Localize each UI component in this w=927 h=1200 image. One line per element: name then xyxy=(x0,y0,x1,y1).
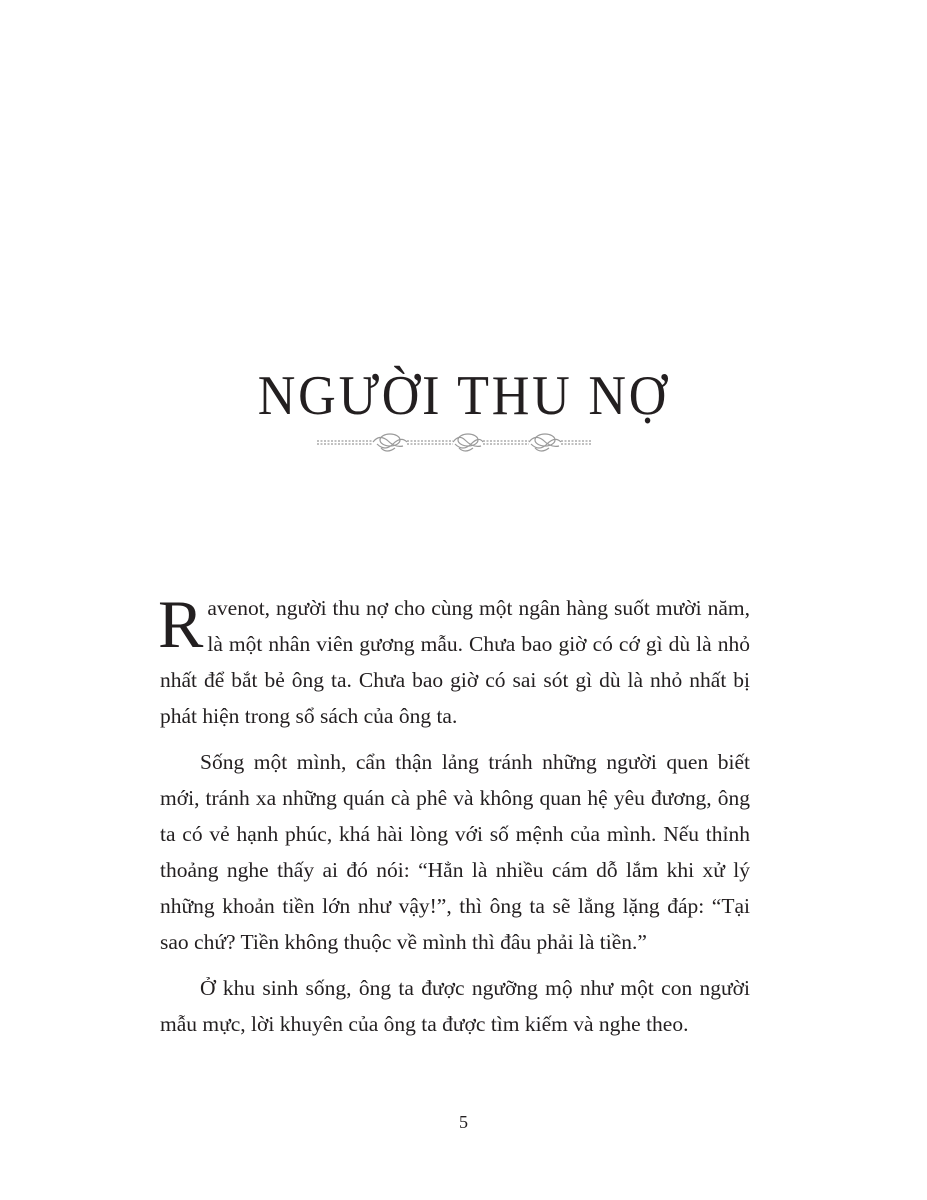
paragraph-2: Sống một mình, cẩn thận lảng tránh những người quen biết mới, tránh xa những quán cà phê và không quan hệ yêu đương, ông ta có vẻ hạnh phúc, khá hài lòng với số mệnh của mình. Nếu thỉnh thoảng nghe thấy ai đó nói: “Hẳn là nhiều cám dỗ lắm khi xử lý những khoản tiền lớn như vậy!”, thì ông ta sẽ lẳng lặng đáp: “Tại sao chứ? Tiền không thuộc về mình thì đâu phải là tiền.” xyxy=(160,750,750,954)
page-number: 5 xyxy=(459,1112,468,1132)
paragraph-1-text: avenot, người thu nợ cho cùng một ngân hàng suốt mười năm, là một nhân viên gương mẫu. Chưa bao giờ có cớ gì dù là nhỏ nhất để bắt bẻ ông ta. Chưa bao giờ có sai sót gì dù là nhỏ nhất bị phát hiện trong sổ sách của ông ta. xyxy=(160,596,750,728)
drop-cap: R xyxy=(158,586,204,662)
chapter-body xyxy=(158,586,750,1052)
rope-knot-divider-icon xyxy=(315,428,593,456)
paragraph-3: Ở khu sinh sống, ông ta được ngưỡng mộ như một con người mẫu mực, lời khuyên của ông ta được tìm kiếm và nghe theo. xyxy=(160,976,750,1036)
chapter-title: NGƯỜI THU NỢ xyxy=(257,364,670,427)
paragraph-1 xyxy=(158,586,750,734)
